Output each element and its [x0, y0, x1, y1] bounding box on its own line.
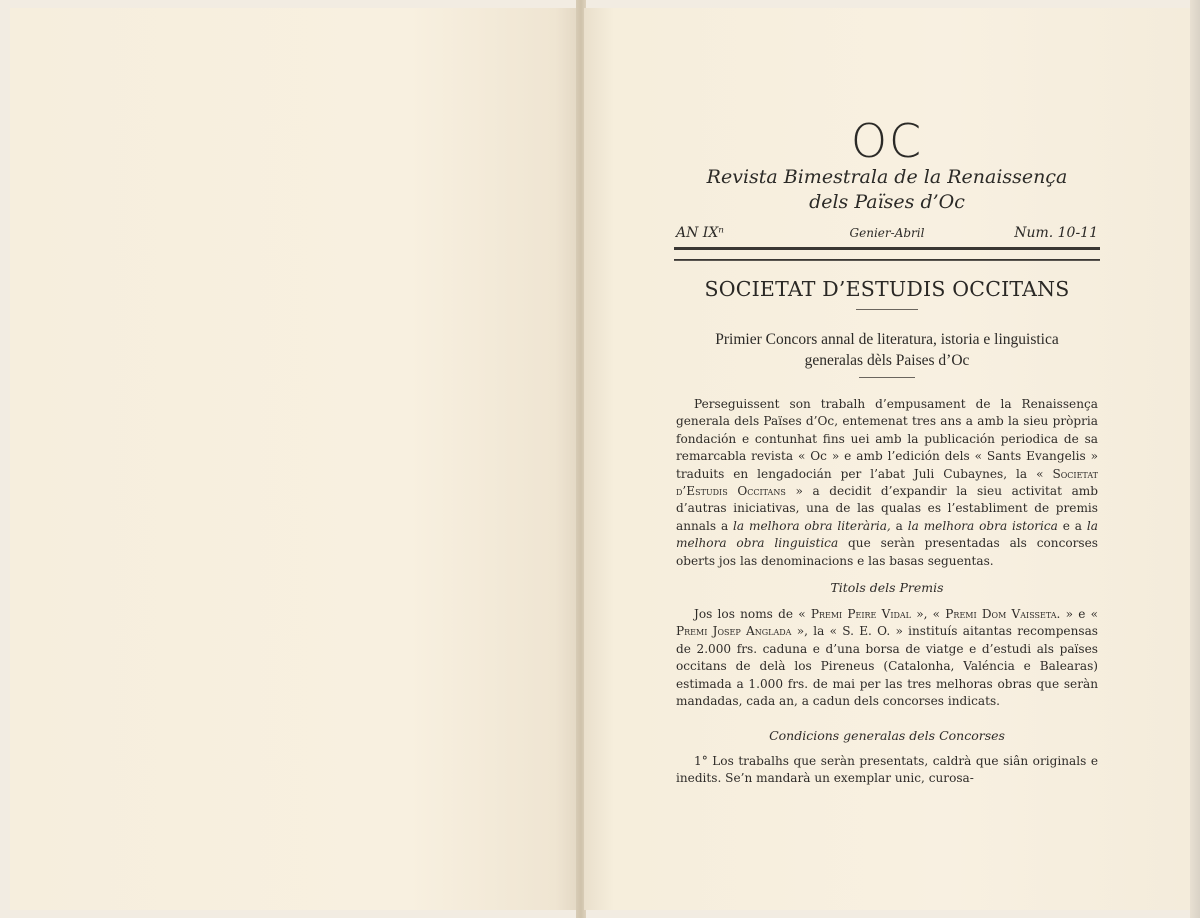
left-page [10, 8, 578, 910]
prize-name-dom-vaisseta: Premi Dom Vaisseta. [945, 607, 1061, 621]
masthead-subtitle-line2: dels Païses d’Oc [809, 191, 965, 213]
intro-text-part: » a decidit d’expandir la sieu activitat amb d’autras iniciativas, una de las qualas es l’establiment de premis annals a [676, 484, 1098, 533]
heading-divider [856, 309, 918, 310]
masthead-subtitle [676, 165, 1098, 215]
page-edge [1190, 0, 1200, 918]
section-heading-prizes: Titols dels Premis [830, 580, 944, 595]
issue-months: Genier-Abril [849, 226, 925, 240]
contest-title-line1: Primier Concors annal de literatura, istoria e linguistica [715, 331, 1059, 348]
issue-number: Num. 10-11 [1014, 225, 1098, 241]
intro-text-part: e a [1057, 518, 1087, 533]
contest-title [676, 329, 1098, 371]
masthead-logo: OC [850, 114, 924, 168]
masthead-subtitle-line1: Revista Bimestrala de la Renaissença [706, 166, 1068, 188]
intro-text-part: que seràn presentadas als concorses oberts jos las denominacions e las basas seguentas. [676, 536, 1098, 568]
conditions-paragraph [676, 753, 1098, 788]
issue-year: AN IXⁿ [676, 225, 724, 241]
prizes-text-part: », la « S. E. O. » instituís aitantas recompensas de 2.000 frs. caduna e d’una borsa de viatge e d’estudi als païses occitans de delà los Pireneus (Catalonha, Valéncia e Balearas) estimada a 1.000 frs. de mai per las tres melhoras obras que seràn mandadas, cada an, a cadun dels concorses indicats. [676, 624, 1098, 709]
prize-name-josep-anglada: Premi Josep Anglada [676, 624, 792, 639]
prizes-text-part: », « [911, 607, 946, 621]
intro-text [676, 396, 1098, 570]
prize-literary: la melhora obra literària, [733, 518, 891, 533]
contest-title-line2: generalas dèls Paises d’Oc [804, 352, 970, 369]
prizes-text-part: » e « [1060, 607, 1098, 621]
prizes-text-part: Jos los noms de « [694, 607, 811, 621]
prize-historical: la melhora obra istorica [907, 518, 1058, 533]
prizes-paragraph [676, 606, 1098, 710]
masthead-double-rule [674, 247, 1100, 260]
article-heading: SOCIETAT D’ESTUDIS OCCITANS [704, 277, 1070, 301]
intro-paragraph [676, 396, 1098, 570]
prizes-text [676, 606, 1098, 710]
society-name: Societat d’Estudis Occitans [676, 466, 1098, 499]
section-heading-conditions: Condicions generalas dels Concorses [769, 728, 1005, 743]
prize-name-peire-vidal: Premi Peire Vidal [810, 607, 911, 621]
masthead-hair-rule [674, 260, 1100, 261]
condition-1: 1° Los trabalhs que seràn presentats, caldrà que siân originals e inedits. Se’n mandarà un exemplar unic, curosa- [676, 754, 1098, 786]
intro-text-part: Perseguissent son trabalh d’empusament de la Renaissença generala dels Païses d’Oc, entemenat tres ans a amb la sieu pròpria fondación e contunhat fins uei amb la publicación periodica de sa remarcabla revista « Oc » e amb l’edición dels « Sants Evangelis » traduits en lengadocián per l’abat Juli Cubaynes, la « [676, 397, 1098, 481]
prize-linguistic: la melhora obra linguistica [676, 518, 1098, 551]
contest-divider [859, 377, 915, 378]
right-page [584, 8, 1190, 910]
intro-text-part: a [890, 518, 908, 533]
